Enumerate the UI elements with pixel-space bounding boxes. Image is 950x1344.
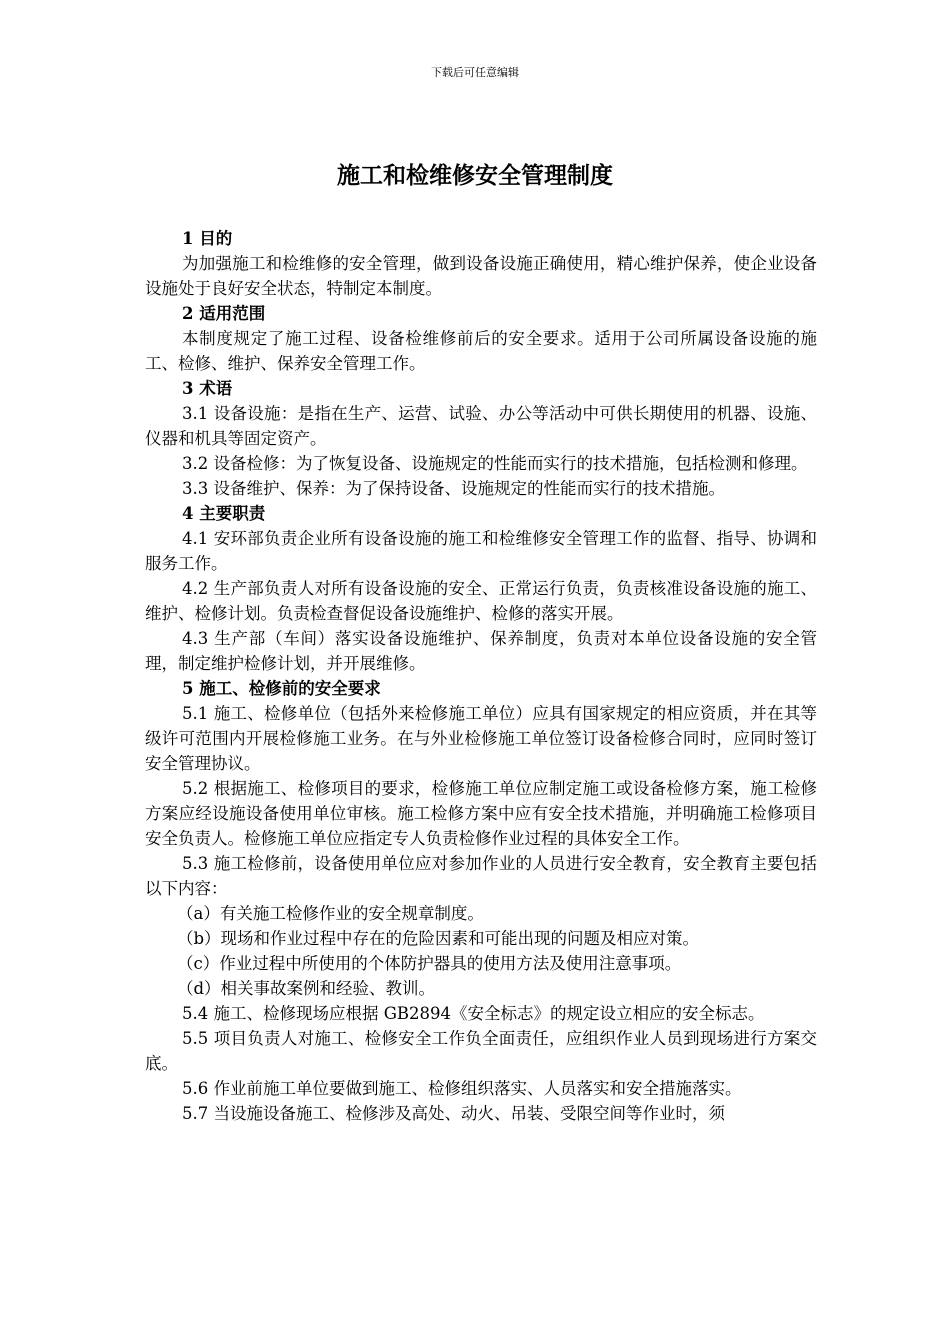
list-item: （b）现场和作业过程中存在的危险因素和可能出现的问题及相应对策。 (177, 929, 700, 948)
paragraph: 3.3 设备维护、保养：为了保持设备、设施规定的性能而实行的技术措施。 (182, 479, 725, 498)
section-heading: 2 适用范围 (182, 304, 266, 323)
list-item: （c）作业过程中所使用的个体防护器具的使用方法及使用注意事项。 (177, 954, 682, 973)
list-item: （d）相关事故案例和经验、教训。 (177, 979, 436, 998)
section-heading: 1 目的 (182, 229, 233, 248)
paragraph: 3.2 设备检修：为了恢复设备、设施规定的性能而实行的技术措施，包括检测和修理。 (182, 454, 808, 473)
paragraph: 4.3 生产部（车间）落实设备设施维护、保养制度，负责对本单位设备设施的安全管理，制定维护检修计划，并开展维修。 (145, 629, 817, 673)
paragraph: 5.3 施工检修前，设备使用单位应对参加作业的人员进行安全教育，安全教育主要包括以下内容： (145, 854, 817, 898)
paragraph: 5.5 项目负责人对施工、检修安全工作负全面责任，应组织作业人员到现场进行方案交底。 (145, 1029, 817, 1073)
paragraph: 5.4 施工、检修现场应根据 GB2894《安全标志》的规定设立相应的安全标志。 (182, 1004, 765, 1023)
list-item: （a）有关施工检修作业的安全规章制度。 (177, 904, 484, 923)
section-heading: 4 主要职责 (182, 504, 266, 523)
paragraph: 为加强施工和检维修的安全管理，做到设备设施正确使用，精心维护保养，使企业设备设施处于良好安全状态，特制定本制度。 (145, 254, 817, 298)
paragraph: 4.1 安环部负责企业所有设备设施的施工和检维修安全管理工作的监督、指导、协调和服务工作。 (145, 529, 817, 573)
paragraph: 5.7 当设施设备施工、检修涉及高处、动火、吊装、受限空间等作业时，须 (182, 1104, 725, 1123)
page-header: 下载后可任意编辑 (431, 66, 519, 79)
paragraph: 本制度规定了施工过程、设备检维修前后的安全要求。适用于公司所属设备设施的施工、检修、维护、保养安全管理工作。 (145, 329, 817, 373)
paragraph: 4.2 生产部负责人对所有设备设施的安全、正常运行负责，负责核准设备设施的施工、维护、检修计划。负责检查督促设备设施维护、检修的落实开展。 (145, 579, 817, 623)
section-heading: 3 术语 (182, 379, 233, 398)
paragraph: 5.1 施工、检修单位（包括外来检修施工单位）应具有国家规定的相应资质，并在其等级许可范围内开展检修施工业务。在与外业检修施工单位签订设备检修合同时，应同时签订安全管理协议。 (145, 704, 817, 773)
paragraph: 5.2 根据施工、检修项目的要求，检修施工单位应制定施工或设备检修方案，施工检修方案应经设施设备使用单位审核。施工检修方案中应有安全技术措施，并明确施工检修项目安全负责人。检修施工单位应指定专人负责检修作业过程的具体安全工作。 (145, 779, 817, 848)
paragraph: 5.6 作业前施工单位要做到施工、检修组织落实、人员落实和安全措施落实。 (182, 1079, 742, 1098)
section-heading: 5 施工、检修前的安全要求 (182, 679, 381, 698)
document-title: 施工和检维修安全管理制度 (337, 162, 613, 189)
paragraph: 3.1 设备设施：是指在生产、运营、试验、办公等活动中可供长期使用的机器、设施、仪器和机具等固定资产。 (145, 404, 817, 448)
document-body (145, 226, 817, 1126)
